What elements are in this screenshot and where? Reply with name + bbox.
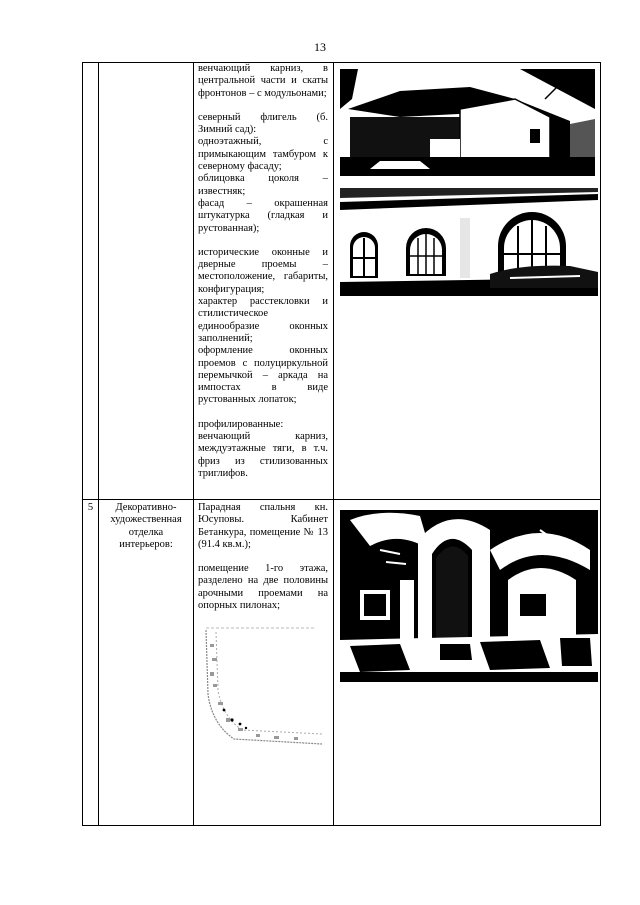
cell-name-empty xyxy=(99,63,194,500)
text-state-bedroom: Парадная спальня кн. Юсуповы. Кабинет Бетанкура, помещение № 13 (91.4 кв.м.); xyxy=(198,502,328,550)
cell-description-interiors xyxy=(194,500,334,826)
floor-plan-image xyxy=(194,624,326,752)
table-row-5 xyxy=(83,500,601,826)
text-glazing: характер расстекловки и стилистическое единообразие оконных заполнений; xyxy=(198,296,328,344)
text-profiled: профилированные: венчающий карниз, междуэтажные тяги, в т.ч. фриз из стилизованных триглифов. xyxy=(198,418,328,479)
cell-number xyxy=(83,500,99,826)
row-number: 5 xyxy=(87,502,94,513)
cell-name xyxy=(99,500,194,826)
text-cornice: венчающий карниз, в центральной части и скаты фронтонов – с модульонами; xyxy=(198,63,328,99)
text-arcade: оформление оконных проемов с полуциркульной перемычкой – аркада на импостах в виде рустованных лопаток; xyxy=(198,345,328,406)
cell-description xyxy=(194,63,334,500)
text-ground-floor-room: помещение 1-го этажа, разделено на две половины арочными проемами на опорных пилонах; xyxy=(198,563,328,612)
text-openings: исторические оконные и дверные проемы – местоположение, габариты, конфигурация; xyxy=(198,246,328,295)
photo-arched-windows xyxy=(340,188,598,296)
photo-interior-arches xyxy=(340,510,598,682)
cell-number-empty xyxy=(83,63,99,500)
cell-photos xyxy=(334,63,601,500)
cell-photo-interior xyxy=(334,500,601,826)
objects-table xyxy=(82,62,601,826)
page-number: 13 xyxy=(314,40,326,54)
photo-north-wing-exterior xyxy=(340,69,595,176)
table-row-4 xyxy=(83,63,601,500)
text-north-wing: северный флигель (б. Зимний сад): xyxy=(198,111,328,136)
text-facade: фасад – окрашенная штукатурка (гладкая и рустованная); xyxy=(198,197,328,234)
text-plinth: облицовка цоколя – известняк; xyxy=(198,173,328,197)
row-name: Декоративно-художественная отделка интерьеров: xyxy=(110,502,182,550)
text-one-storey: одноэтажный, с примыкающим тамбуром к северному фасаду; xyxy=(198,136,328,173)
